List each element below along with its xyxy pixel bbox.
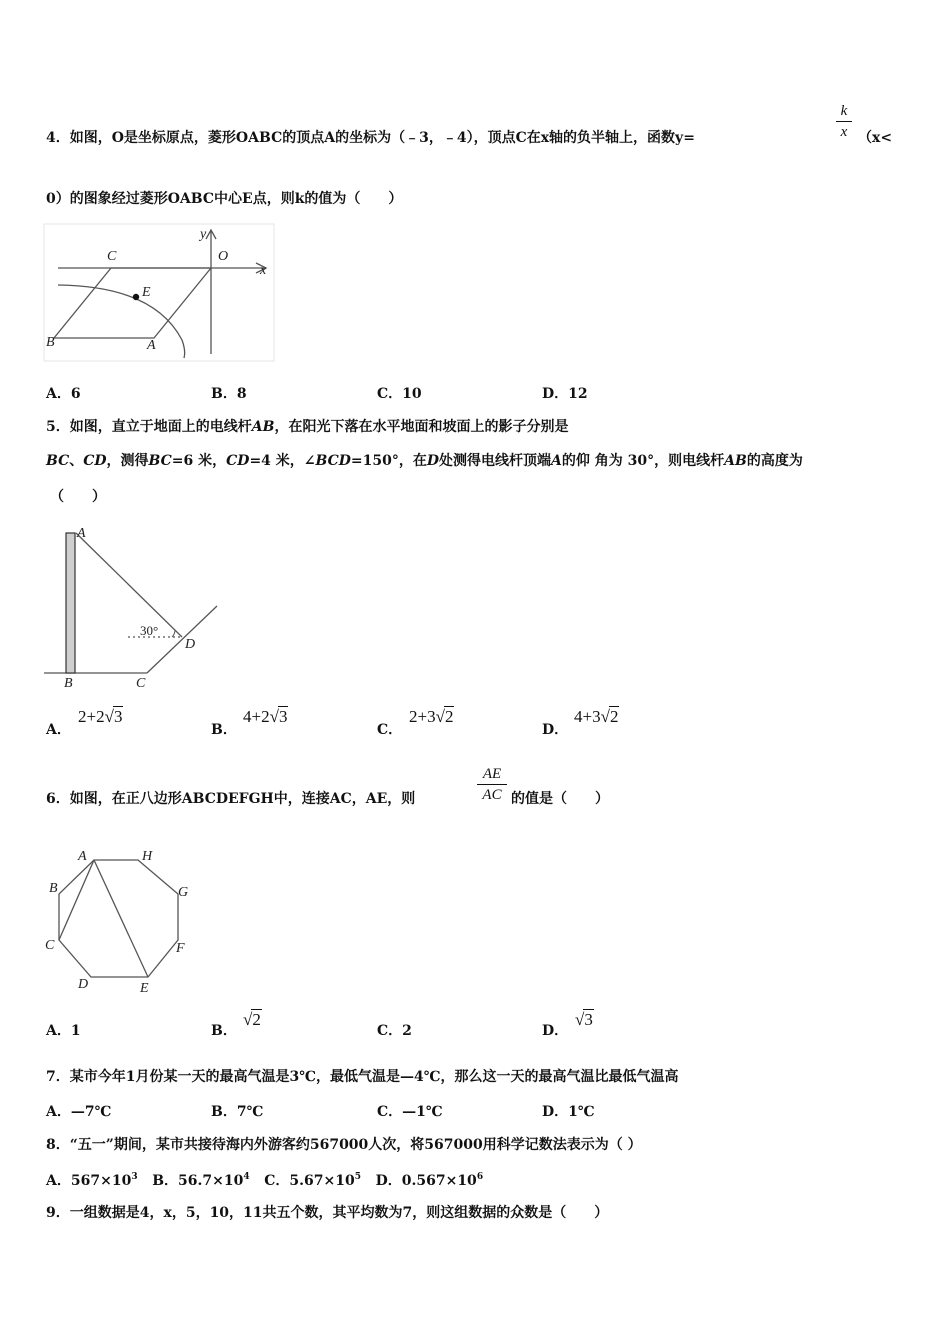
q5-option-d-letter[interactable]: D．	[542, 722, 569, 738]
q6-text-a: 6．如图，在正八边形ABCDEFGH中，连接AC，AE，则	[46, 791, 416, 807]
q4-text-line1-end: （x<	[858, 130, 893, 146]
q6-option-b-value: √2	[243, 1010, 261, 1029]
q5-text-line2: BC、CD，测得BC=6 米，CD=4 米，∠BCD=150°，在D处测得电线杆顶端A的仰 角为 30°，则电线杆AB的高度为	[46, 453, 803, 469]
q5-option-c-letter[interactable]: C．	[377, 722, 403, 738]
q6-label-f: F	[176, 941, 185, 956]
q6-option-c[interactable]: C．2	[377, 1023, 412, 1039]
q6-fraction-ae-over-ac: AE AC	[477, 765, 507, 804]
q6-label-h: H	[142, 849, 153, 864]
q4-text-line2: 0）的图象经过菱形OABC中心E点，则k的值为（ ）	[46, 191, 403, 207]
q6-label-b: B	[49, 881, 58, 896]
q4-label-o: O	[218, 249, 229, 264]
q5-label-b: B	[64, 676, 73, 691]
q6-option-a[interactable]: A．1	[46, 1023, 81, 1039]
q4-option-c[interactable]: C．10	[377, 386, 422, 402]
q7-option-d[interactable]: D．1℃	[542, 1104, 595, 1120]
q4-option-d[interactable]: D．12	[542, 386, 588, 402]
q8-options-row	[46, 1170, 483, 1190]
q6-label-g: G	[178, 885, 189, 900]
q8-option-d[interactable]: D．$0.567\times 10^6$	[375, 1172, 484, 1189]
q6-option-d-letter[interactable]: D．	[542, 1023, 569, 1039]
q5-option-b-letter[interactable]: B．	[211, 722, 237, 738]
q4-option-a[interactable]: A．6	[46, 386, 81, 402]
q4-rhombus-figure	[44, 224, 276, 364]
q4-label-x: x	[260, 263, 267, 278]
q5-option-a-letter[interactable]: A．	[46, 722, 71, 738]
q7-option-c[interactable]: C．—1℃	[377, 1104, 443, 1120]
q6-label-d: D	[78, 977, 89, 992]
q6-option-b-letter[interactable]: B．	[211, 1023, 237, 1039]
q7-option-a[interactable]: A．—7℃	[46, 1104, 112, 1120]
q5-text-line3: （ ）	[50, 489, 106, 505]
q6-label-e: E	[140, 981, 149, 996]
q4-label-a: A	[147, 338, 156, 353]
q4-fraction-k-over-x: k x	[836, 102, 852, 141]
q4-label-y: y	[200, 227, 207, 242]
q6-option-d-value: √3	[575, 1010, 593, 1029]
q5-option-d-value: 4+3√2	[574, 707, 619, 726]
q6-label-a: A	[78, 849, 87, 864]
q4-text-line1: 4．如图，O是坐标原点，菱形OABC的顶点A的坐标为（﹣3，﹣4），顶点C在x轴的负半轴上，函数y=	[46, 130, 695, 146]
q5-label-d: D	[185, 637, 196, 652]
q8-option-a[interactable]: A．$567\times 10^3$	[46, 1172, 138, 1189]
q6-octagon-figure	[44, 844, 204, 999]
q5-option-c-value: 2+3√2	[409, 707, 454, 726]
q4-label-b: B	[46, 335, 55, 350]
q5-option-b-value: 4+2√3	[243, 707, 288, 726]
q9-text: 9．一组数据是4，x，5，10，11共五个数，其平均数为7，则这组数据的众数是（ ）	[46, 1205, 609, 1221]
q7-option-b[interactable]: B．7℃	[211, 1104, 264, 1120]
q4-option-b[interactable]: B．8	[211, 386, 247, 402]
q5-pole-shadow-figure	[44, 524, 224, 694]
q7-text: 7．某市今年1月份某一天的最高气温是3℃，最低气温是—4℃，那么这一天的最高气温比最低气温高	[46, 1069, 679, 1085]
q5-option-a-value: 2+2√3	[78, 707, 123, 726]
q8-option-b[interactable]: B．$56.7\times 10^4$	[152, 1172, 250, 1189]
q4-label-c: C	[107, 249, 117, 264]
q8-text: 8．“五一”期间，某市共接待海内外游客约567000人次，将567000用科学记数法表示为（ ）	[46, 1137, 642, 1153]
q5-text-line1: 5．如图，直立于地面上的电线杆AB，在阳光下落在水平地面和坡面上的影子分别是	[46, 419, 569, 435]
q5-label-c: C	[136, 676, 146, 691]
q6-text-b: 的值是（ ）	[511, 791, 609, 807]
q6-label-c: C	[45, 938, 55, 953]
q8-option-c[interactable]: C．$5.67\times 10^5$	[264, 1172, 361, 1189]
q5-label-angle: 30°	[140, 623, 159, 638]
q5-label-a: A	[77, 526, 86, 541]
q4-label-e: E	[142, 285, 151, 300]
